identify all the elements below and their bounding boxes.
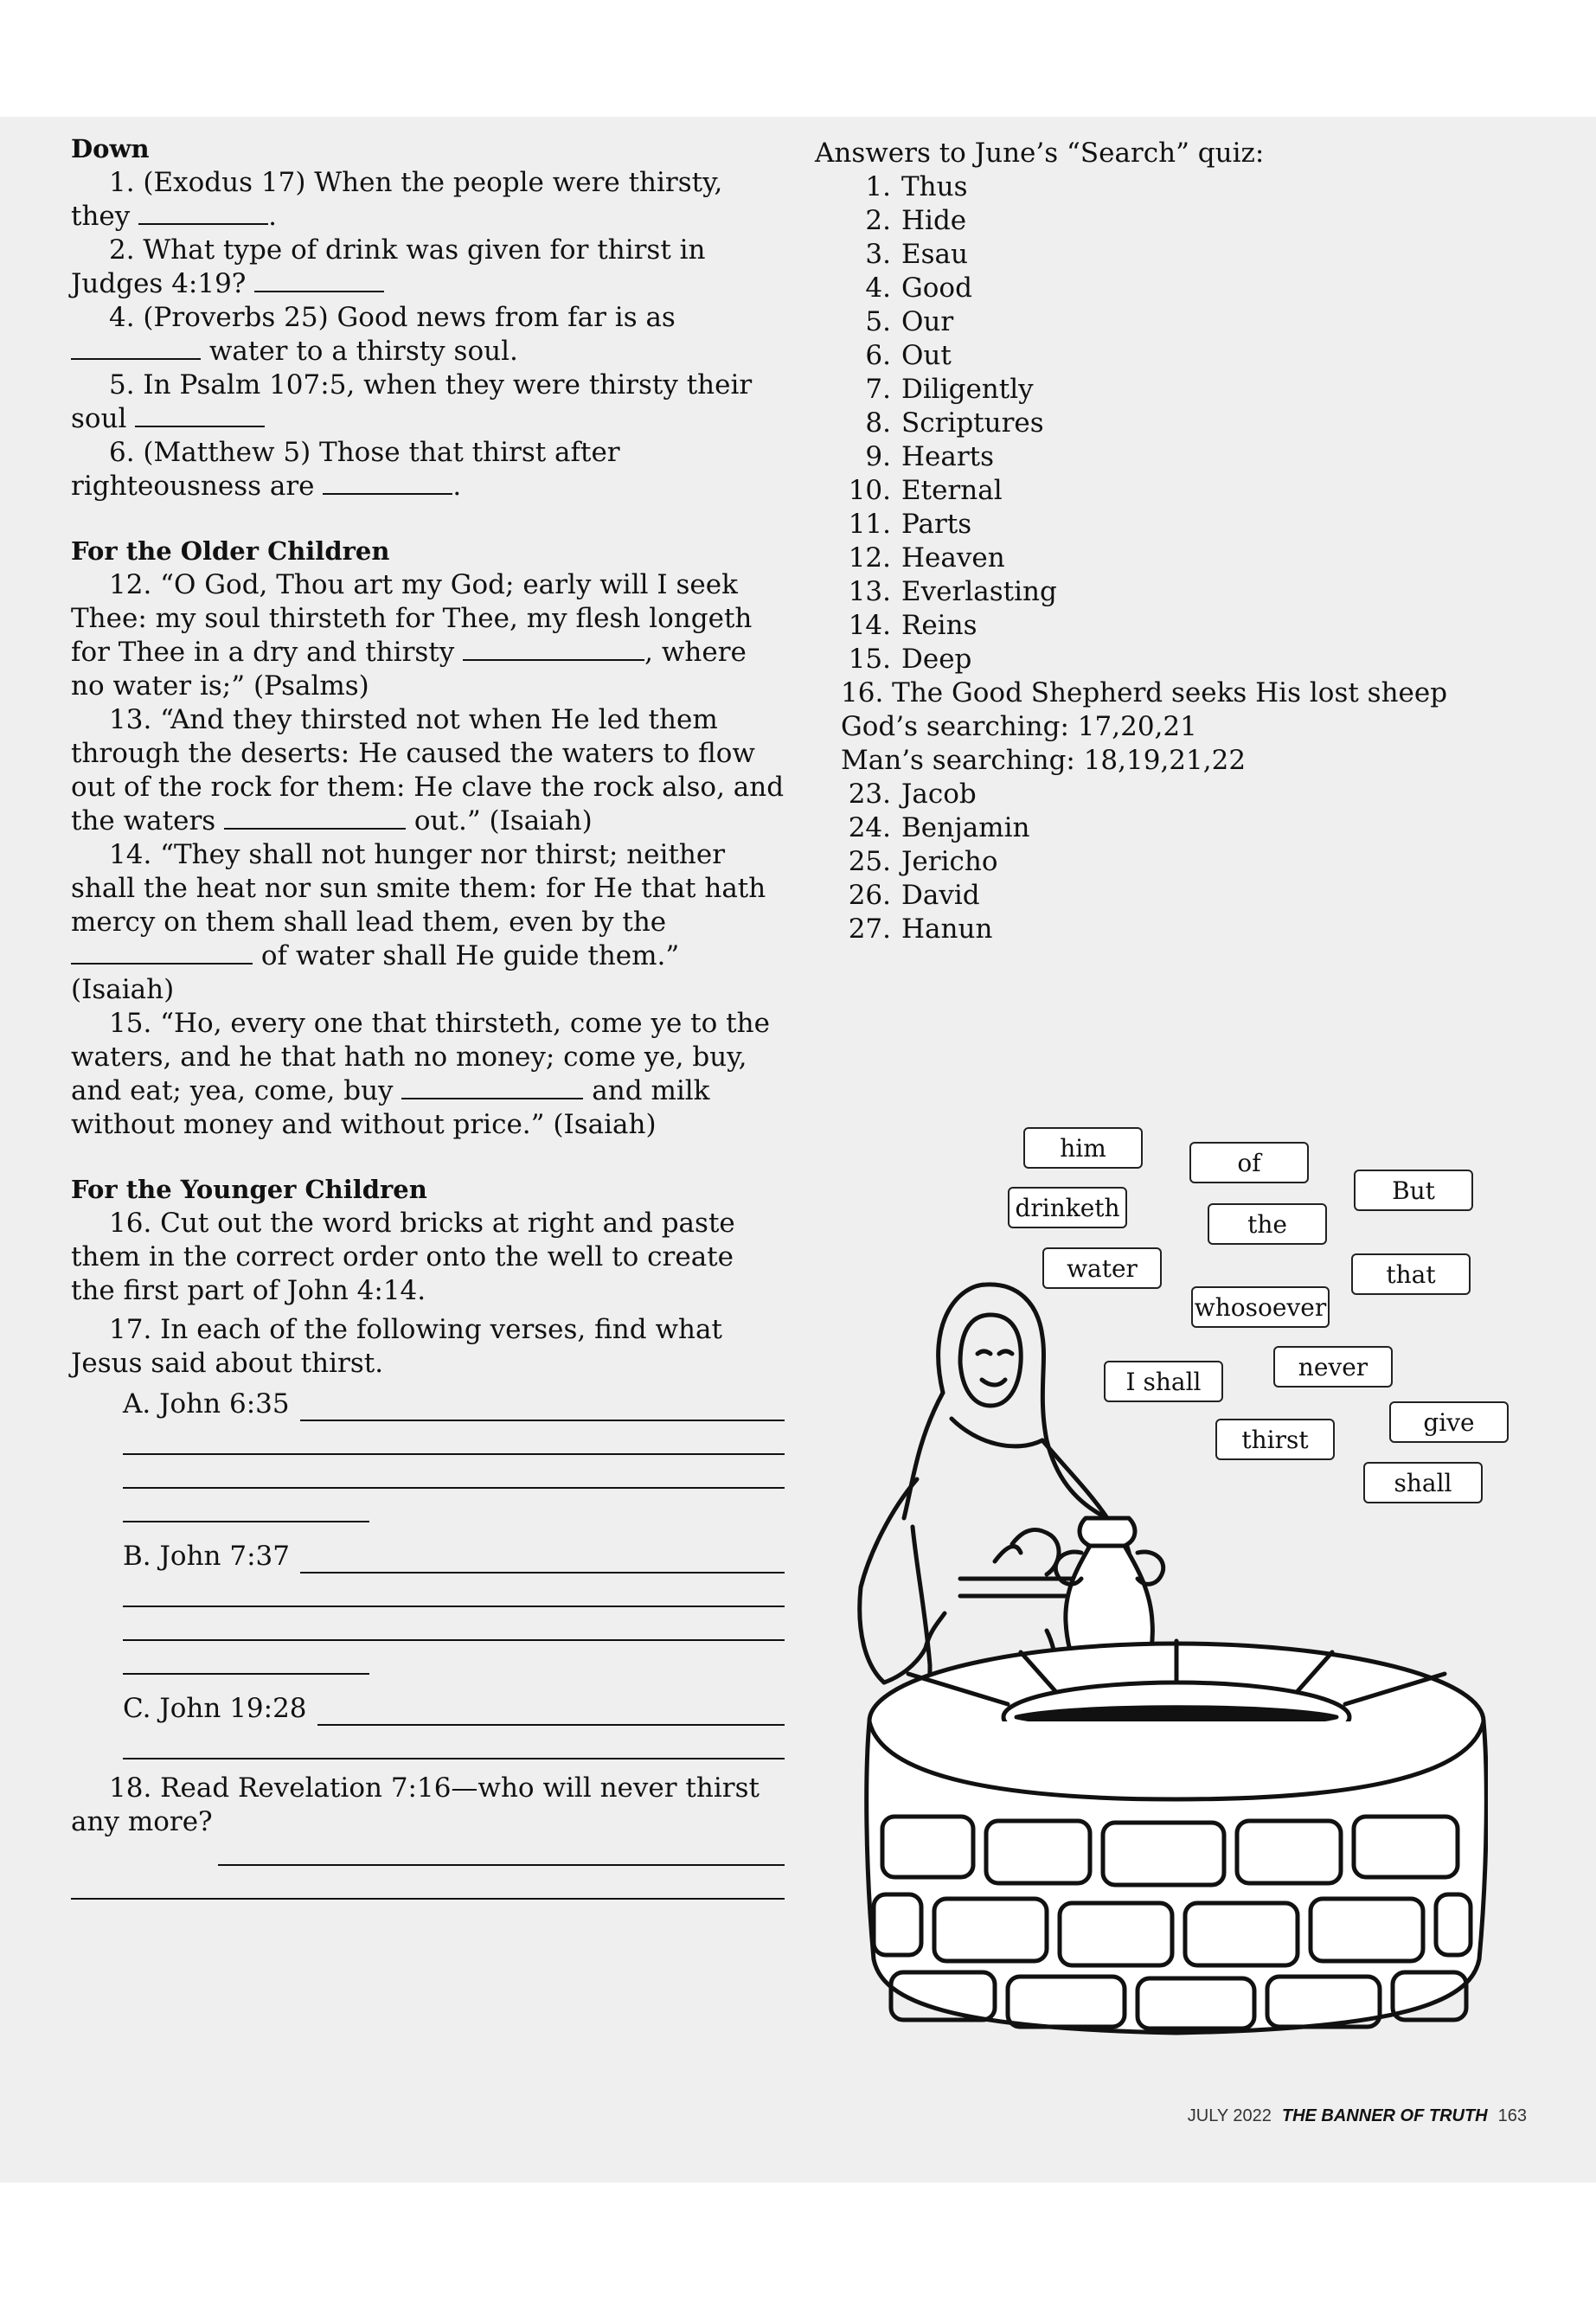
magazine-name: THE BANNER OF TRUTH xyxy=(1281,2106,1488,2125)
page-number: 163 xyxy=(1497,2106,1527,2125)
answer-text: Diligently xyxy=(901,374,1034,405)
answer-item xyxy=(815,204,1524,238)
answer-line[interactable] xyxy=(123,1574,785,1607)
answer-item xyxy=(815,811,1524,845)
word-brick-shall[interactable]: shall xyxy=(1363,1462,1483,1503)
down-q2: 2. What type of drink was given for thirst in Judges 4:19? xyxy=(71,234,706,299)
down-q5: 5. In Psalm 107:5, when they were thirsty their soul xyxy=(71,369,753,434)
answer-lines-a xyxy=(123,1388,785,1522)
answer-text: Hanun xyxy=(901,913,993,945)
younger-q16: 16. Cut out the word bricks at right and paste them in the correct order onto the well to create the first part of John 4:14. xyxy=(71,1208,735,1306)
answer-item xyxy=(815,913,1524,946)
answer-text: Scriptures xyxy=(901,407,1044,439)
younger-q18: 18. Read Revelation 7:16—who will never thirst any more? xyxy=(71,1772,760,1837)
answer-lines-c xyxy=(123,1692,785,1759)
answer-item xyxy=(815,643,1524,676)
left-column xyxy=(71,132,785,1900)
down-q1: 1. (Exodus 17) When the people were thirsty, they . xyxy=(71,167,723,232)
older-q15: 15. “Ho, every one that thirsteth, come ye to the waters, and he that hath no money; come ye, buy, and eat; yea, come, buy and milk without money and without price.” (Isaiah) xyxy=(71,1008,770,1140)
answer-text: Eternal xyxy=(901,475,1003,506)
answer-number: 27. xyxy=(848,913,891,945)
word-brick-him[interactable]: him xyxy=(1023,1127,1143,1169)
word-brick-the[interactable]: the xyxy=(1208,1203,1327,1245)
answer-number: 13. xyxy=(848,576,891,607)
answer-item xyxy=(815,609,1524,643)
answer-item xyxy=(815,508,1524,542)
mans-searching: Man’s searching: 18,19,21,22 xyxy=(841,745,1247,776)
answer-item xyxy=(815,440,1524,474)
john-6-35-label: A. John 6:35 xyxy=(123,1388,290,1420)
answer-item xyxy=(815,305,1524,339)
older-q14: 14. “They shall not hunger nor thirst; neither shall the heat nor sun smite them: for He that hath mercy on them shall lead them, even by the of water shall He guide them.” (Isaiah) xyxy=(71,839,766,1005)
answer-text: Hide xyxy=(901,205,967,236)
answer-item xyxy=(815,339,1524,373)
answer-item xyxy=(815,170,1524,204)
answer-text: Hearts xyxy=(901,441,995,472)
down-heading: Down xyxy=(71,134,150,163)
right-column xyxy=(815,137,1524,946)
answer-line[interactable] xyxy=(123,1641,369,1675)
answer-line[interactable] xyxy=(300,1397,785,1421)
answer-number: 6. xyxy=(865,340,891,371)
answer-number: 14. xyxy=(848,610,891,641)
answer-line[interactable] xyxy=(71,1866,785,1900)
answer-text: Deep xyxy=(901,644,972,675)
answer-number: 7. xyxy=(865,374,891,405)
answer-item xyxy=(815,542,1524,575)
answer-item xyxy=(815,845,1524,879)
gods-searching: God’s searching: 17,20,21 xyxy=(841,711,1197,742)
answer-item xyxy=(815,778,1524,811)
word-brick-drinketh[interactable]: drinketh xyxy=(1008,1187,1127,1228)
word-brick-never[interactable]: never xyxy=(1273,1346,1393,1388)
answer-line[interactable] xyxy=(300,1549,785,1574)
answer-text: Good xyxy=(901,272,972,304)
answer-number: 5. xyxy=(865,306,891,337)
down-q4: 4. (Proverbs 25) Good news from far is as water to a thirsty soul. xyxy=(71,301,785,369)
word-brick-water[interactable]: water xyxy=(1042,1247,1162,1289)
answer-number: 8. xyxy=(865,407,891,439)
answer-text: Reins xyxy=(901,610,977,641)
answer-number: 15. xyxy=(848,644,891,675)
john-7-37-label: B. John 7:37 xyxy=(123,1541,290,1572)
answer-number: 4. xyxy=(865,272,891,304)
answer-number: 12. xyxy=(848,542,891,574)
answer-line[interactable] xyxy=(123,1489,369,1522)
answer-text: Esau xyxy=(901,239,968,270)
answer-number: 26. xyxy=(848,880,891,911)
answer-line[interactable] xyxy=(123,1455,785,1489)
answer-number: 11. xyxy=(848,509,891,540)
answer-text: Jericho xyxy=(901,846,998,877)
answer-number: 3. xyxy=(865,239,891,270)
older-q13: 13. “And they thirsted not when He led them through the deserts: He caused the waters to flow out of the rock for them: He clave the rock also, and the waters out.” (Isaiah) xyxy=(71,704,785,836)
word-brick-that[interactable]: that xyxy=(1351,1253,1471,1295)
answer-text: David xyxy=(901,880,980,911)
answer-line[interactable] xyxy=(123,1607,785,1641)
word-brick-give[interactable]: give xyxy=(1389,1401,1509,1443)
older-q12: 12. “O God, Thou art my God; early will I seek Thee: my soul thirsteth for Thee, my flesh longeth for Thee in a dry and thirsty , where no water is;” (Psalms) xyxy=(71,569,753,702)
answers-list xyxy=(815,170,1524,676)
word-brick-of[interactable]: of xyxy=(1189,1142,1309,1183)
issue-date: JULY 2022 xyxy=(1187,2106,1272,2125)
answer-text: Out xyxy=(901,340,952,371)
answer-item xyxy=(815,575,1524,609)
answer-line[interactable] xyxy=(123,1726,785,1759)
answer-16: 16. The Good Shepherd seeks His lost sheep xyxy=(841,677,1448,708)
answer-text: Heaven xyxy=(901,542,1005,574)
older-heading: For the Older Children xyxy=(71,536,390,566)
answer-item xyxy=(815,238,1524,272)
answer-number: 23. xyxy=(848,779,891,810)
answer-item xyxy=(815,474,1524,508)
page-footer xyxy=(1188,2106,1527,2126)
answer-item xyxy=(815,373,1524,407)
answer-number: 2. xyxy=(865,205,891,236)
answer-number: 1. xyxy=(865,171,891,202)
answer-item xyxy=(815,879,1524,913)
answer-number: 24. xyxy=(848,812,891,843)
younger-heading: For the Younger Children xyxy=(71,1175,427,1204)
word-brick-thirst[interactable]: thirst xyxy=(1215,1419,1335,1460)
answer-lines-b xyxy=(123,1540,785,1675)
answers-list-2 xyxy=(815,778,1524,946)
john-19-28-label: C. John 19:28 xyxy=(123,1693,307,1724)
word-brick-i-shall[interactable]: I shall xyxy=(1104,1361,1223,1402)
answer-number: 9. xyxy=(865,441,891,472)
younger-q17: 17. In each of the following verses, find what Jesus said about thirst. xyxy=(71,1314,722,1379)
answer-item xyxy=(815,272,1524,305)
word-brick-but[interactable]: But xyxy=(1354,1170,1473,1211)
answer-number: 10. xyxy=(848,475,891,506)
answer-text: Thus xyxy=(901,171,968,202)
answer-text: Jacob xyxy=(901,779,977,810)
well xyxy=(867,1641,1487,2033)
answer-text: Our xyxy=(901,306,954,337)
answers-title: Answers to June’s “Search” quiz: xyxy=(815,138,1265,169)
answer-line[interactable] xyxy=(218,1832,785,1866)
answer-number: 25. xyxy=(848,846,891,877)
answer-item xyxy=(815,407,1524,440)
down-q6: 6. (Matthew 5) Those that thirst after righteousness are . xyxy=(71,437,620,502)
answer-line[interactable] xyxy=(317,1702,785,1726)
answer-text: Everlasting xyxy=(901,576,1057,607)
answer-text: Benjamin xyxy=(901,812,1030,843)
word-brick-whosoever[interactable]: whosoever xyxy=(1191,1286,1330,1328)
answer-text: Parts xyxy=(901,509,972,540)
answer-line[interactable] xyxy=(123,1421,785,1455)
